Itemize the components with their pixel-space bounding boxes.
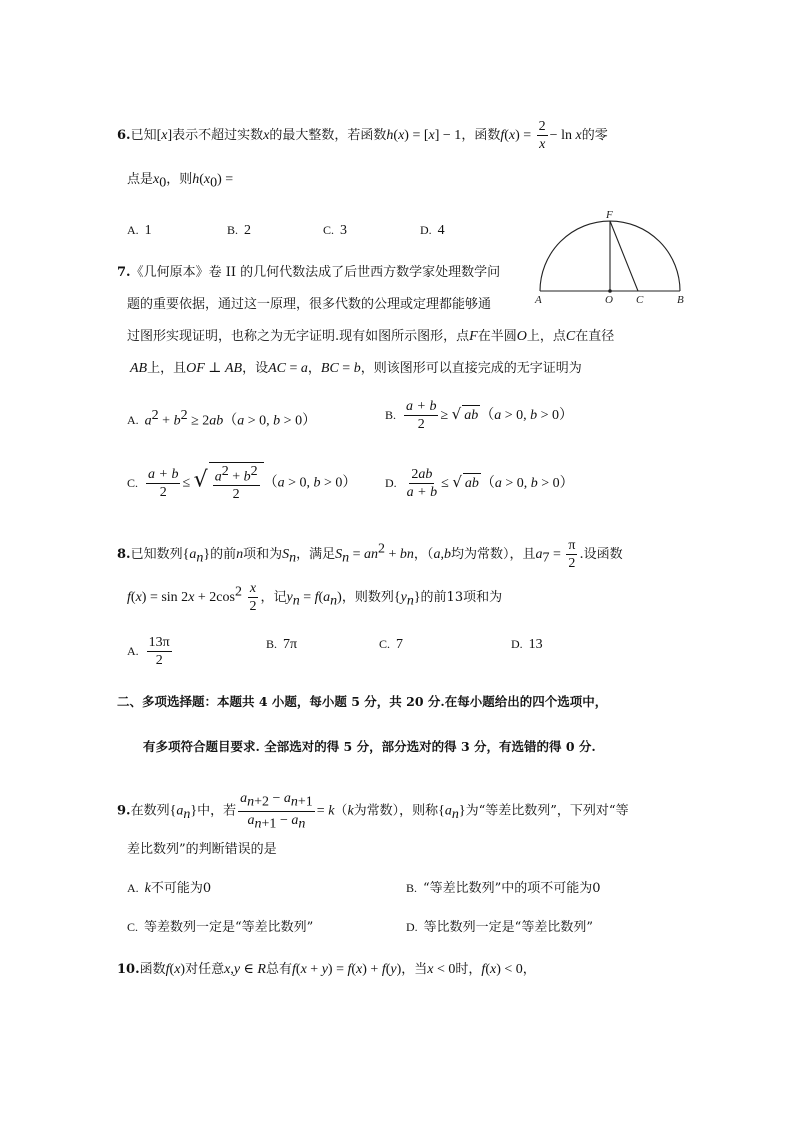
label-f: F bbox=[606, 209, 613, 221]
q9-number: 9. bbox=[117, 803, 131, 819]
q8-line1: 8.已知数列$\{a_n\}$的前n项和为$S_n$，满足$S_n = an^2$ + bn，（a,b均为常数），且$a_7$ = $\frac{\pi}{2}$ .设函数 bbox=[117, 538, 623, 571]
q8-option-d[interactable]: D. 13 bbox=[511, 637, 543, 652]
q8-number: 8. bbox=[117, 547, 131, 562]
point-o bbox=[608, 289, 612, 293]
q6-option-b[interactable]: B. 2 bbox=[227, 223, 252, 238]
q9-option-d[interactable]: D. 等比数列一定是“等差比数列” bbox=[406, 920, 593, 935]
label-c: C bbox=[636, 294, 644, 305]
label-b: B bbox=[677, 294, 684, 305]
q7-line4: AB上，且OF ⊥ AB，设AC = a，BC = b，则该图形可以直接完成的无字证明为 bbox=[130, 361, 582, 376]
q9-line2: 差比数列”的判断错误的是 bbox=[127, 842, 277, 857]
q9-option-a[interactable]: A. k不可能为0 bbox=[127, 881, 212, 896]
q6-line1: 6.已知[x]表示不超过实数x的最大整数，若函数h(x) = [x] − 1，函数f(x) = $\frac{2}{x}$ − ln x的零 bbox=[117, 119, 608, 152]
q9-option-b[interactable]: B. “等差比数列”中的项不可能为0 bbox=[406, 881, 601, 896]
semicircle-figure bbox=[530, 205, 690, 305]
q10-line1: 10.函数f(x)对任意x,y ∈ R总有f(x + y) = f(x) + f(y)，当x < 0时，f(x) < 0， bbox=[117, 962, 536, 977]
section2-heading-line1: 二、多项选择题：本题共 4 小题，每小题 5 分，共 20 分.在每小题给出的四个选项中， bbox=[117, 694, 608, 709]
q7-number: 7. bbox=[117, 265, 131, 280]
q8-line2: $f(x) = \sin 2x + 2\cos^2$ $\frac{x}{2}$ ，记$y_n = f(a_n)$，则数列$\{y_n\}$的前13项和为 bbox=[127, 581, 503, 614]
q6-option-a[interactable]: A. 1 bbox=[127, 223, 152, 238]
q9-line1: 9.在数列$\{a_n\}$中，若 $\frac{a_{n+2} - a_{n+1}}{a_{n+1} - a_n}$ = k（k为常数），则称$\{a_n\}$为“等差比数列”，下列对“等 bbox=[117, 791, 629, 832]
q7-line3: 过图形实现证明，也称之为无字证明.现有如图所示图形，点F在半圆O上，点C在直径 bbox=[127, 329, 615, 344]
q6-number: 6. bbox=[117, 128, 131, 143]
q7-option-a[interactable]: A. $a^2 + b^2 \ge 2ab(a > 0$, b > 0） bbox=[127, 408, 317, 429]
segment-fc bbox=[610, 221, 638, 291]
q6-option-d[interactable]: D. 4 bbox=[420, 223, 445, 238]
section2-heading-line2: 有多项符合题目要求. 全部选对的得 5 分，部分选对的得 3 分，有选错的得 0 分. bbox=[143, 739, 596, 754]
q7-line1: 7.《几何原本》卷 II 的几何代数法成了后世西方数学家处理数学问 bbox=[117, 265, 501, 280]
label-a: A bbox=[535, 294, 542, 305]
q6-line2: 点是$x_0$，则$h(x_0)$ = bbox=[127, 172, 234, 191]
q8-option-a[interactable]: A. $\frac{13\pi}{2}$ bbox=[127, 635, 170, 668]
q7-option-c[interactable]: C. $\frac{a + b}{2}$ ≤ √ $\frac{a^2 + b^2}{2}$ （a > 0, b > 0） bbox=[127, 464, 357, 503]
q7-line2: 题的重要依据，通过这一原理，很多代数的公理或定理都能够通 bbox=[127, 297, 492, 312]
q7-option-d[interactable]: D. $\frac{2ab}{a + b}$ ≤ √ ab （a > 0, b > 0） bbox=[385, 467, 574, 500]
q8-option-b[interactable]: B. 7π bbox=[266, 637, 298, 652]
q6-option-c[interactable]: C. 3 bbox=[323, 223, 348, 238]
q7-option-b[interactable]: B. $\frac{a + b}{2}$ ≥ √ ab （a > 0, b > 0） bbox=[385, 399, 574, 432]
q10-number: 10. bbox=[117, 962, 140, 977]
label-o: O bbox=[605, 294, 613, 305]
q9-option-c[interactable]: C. 等差数列一定是“等差比数列” bbox=[127, 920, 314, 935]
q8-option-c[interactable]: C. 7 bbox=[379, 637, 404, 652]
